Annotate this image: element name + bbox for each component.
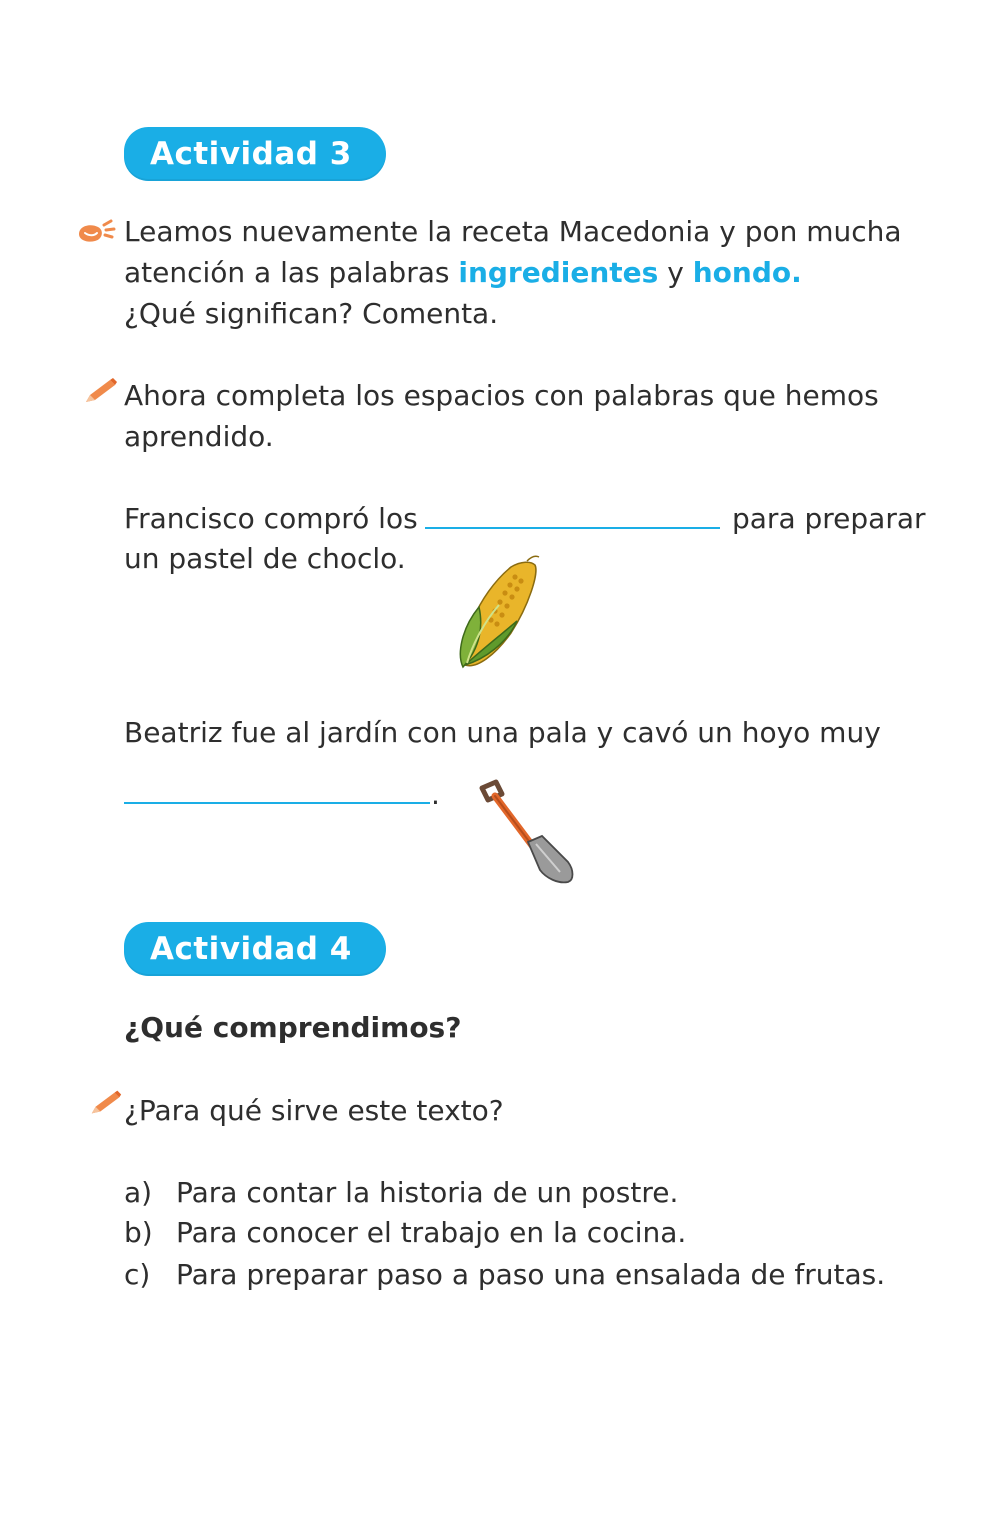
shovel-icon xyxy=(476,778,584,890)
option-text: Para contar la historia de un postre. xyxy=(176,1176,679,1209)
sentence-2-end: . xyxy=(431,778,440,811)
option-b[interactable] xyxy=(124,1212,686,1253)
pencil-icon xyxy=(88,1088,124,1118)
instruction-1-text-a: atención a las palabras xyxy=(124,256,459,289)
sentence-1-part-2: para preparar xyxy=(732,502,926,535)
question: ¿Para qué sirve este texto? xyxy=(124,1094,504,1127)
option-text: Para conocer el trabajo en la cocina. xyxy=(176,1216,687,1249)
option-letter: c) xyxy=(124,1258,151,1291)
instruction-1-line-1: Leamos nuevamente la receta Macedonia y pon mucha xyxy=(124,215,902,248)
sentence-2-line-1: Beatriz fue al jardín con una pala y cavó un hoyo muy xyxy=(124,716,881,749)
corn-cob-icon xyxy=(455,555,545,673)
activity-4-title: Actividad 4 xyxy=(150,931,352,967)
activity-3-badge xyxy=(124,127,386,181)
option-letter: a) xyxy=(124,1176,153,1209)
option-c[interactable] xyxy=(124,1254,885,1295)
blank-ingredientes[interactable] xyxy=(425,527,720,529)
keyword-hondo: hondo. xyxy=(692,256,802,289)
activity-3-title: Actividad 3 xyxy=(150,136,352,172)
section-heading: ¿Qué comprendimos? xyxy=(124,1011,462,1044)
sentence-1-part-1: Francisco compró los xyxy=(124,502,418,535)
instruction-1-line-3: ¿Qué significan? Comenta. xyxy=(124,297,499,330)
blank-hondo[interactable] xyxy=(124,802,430,804)
option-text: Para preparar paso a paso una ensalada de frutas. xyxy=(176,1258,886,1291)
activity-4-badge xyxy=(124,922,386,976)
instruction-1-text-b: y xyxy=(658,256,693,289)
sentence-1-line-2: un pastel de choclo. xyxy=(124,542,406,575)
instruction-2-line-1: Ahora completa los espacios con palabras que hemos xyxy=(124,379,879,412)
instruction-2-line-2: aprendido. xyxy=(124,420,274,453)
instruction-1-line-2 xyxy=(124,252,802,293)
speaking-mouth-icon xyxy=(76,218,120,246)
pencil-icon xyxy=(82,376,120,406)
option-letter: b) xyxy=(124,1216,153,1249)
keyword-ingredientes: ingredientes xyxy=(458,256,659,289)
option-a[interactable] xyxy=(124,1172,678,1213)
